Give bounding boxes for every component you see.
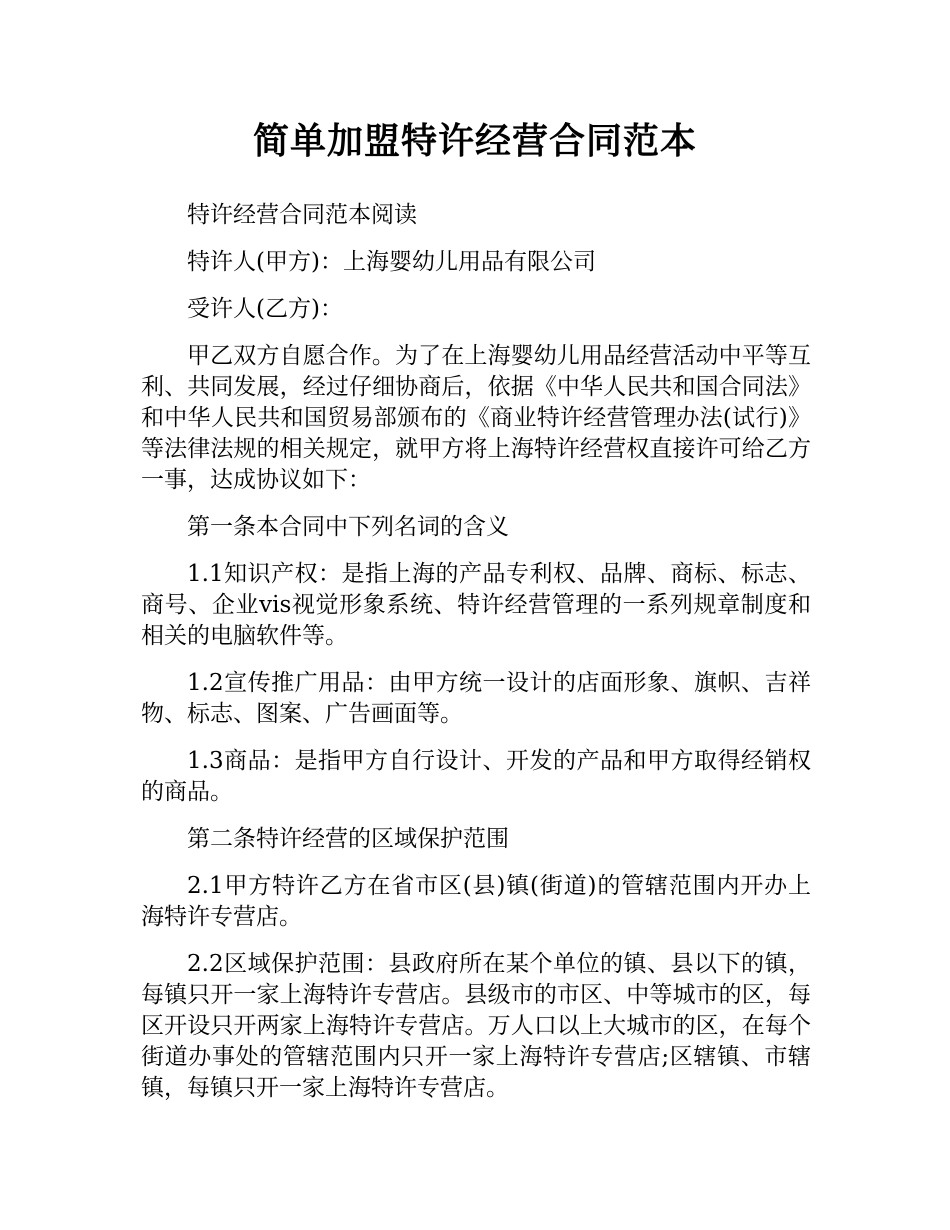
paragraph-preamble: 甲乙双方自愿合作。为了在上海婴幼儿用品经营活动中平等互利、共同发展，经过仔细协商后，依据《中华人民共和国合同法》和中华人民共和国贸易部颁布的《商业特许经营管理办法(试行)》等法律法规的相关规定，就甲方将上海特许经营权直接许可给乙方一事，达成协议如下： <box>141 343 811 493</box>
document-body <box>141 200 811 1120</box>
paragraph-clause-2-2: 2.2区域保护范围：县政府所在某个单位的镇、县以下的镇，每镇只开一家上海特许专营店。县级市的市区、中等城市的区，每区开设只开两家上海特许专营店。万人口以上大城市的区，在每个街道办事处的管辖范围内只开一家上海特许专营店;区辖镇、市辖镇，每镇只开一家上海特许专营店。 <box>141 951 811 1101</box>
paragraph-clause-2-1: 2.1甲方特许乙方在省市区(县)镇(街道)的管辖范围内开办上海特许专营店。 <box>141 873 811 930</box>
paragraph-subtitle: 特许经营合同范本阅读 <box>187 202 417 228</box>
paragraph-party-a: 特许人(甲方)：上海婴幼儿用品有限公司 <box>187 249 596 275</box>
paragraph-clause-1-2: 1.2宣传推广用品：由甲方统一设计的店面形象、旗帜、吉祥物、标志、图案、广告画面等。 <box>141 670 811 727</box>
paragraph-clause-1-3: 1.3商品：是指甲方自行设计、开发的产品和甲方取得经销权的商品。 <box>141 748 811 805</box>
document-title: 简单加盟特许经营合同范本 <box>252 121 697 162</box>
paragraph-party-b: 受许人(乙方)： <box>187 296 343 322</box>
paragraph-clause-1-1: 1.1知识产权：是指上海的产品专利权、品牌、商标、标志、商号、企业vis视觉形象系统、特许经营管理的一系列规章制度和相关的电脑软件等。 <box>141 561 811 649</box>
paragraph-article-2-heading: 第二条特许经营的区域保护范围 <box>187 826 509 852</box>
paragraph-article-1-heading: 第一条本合同中下列名词的含义 <box>187 514 509 540</box>
